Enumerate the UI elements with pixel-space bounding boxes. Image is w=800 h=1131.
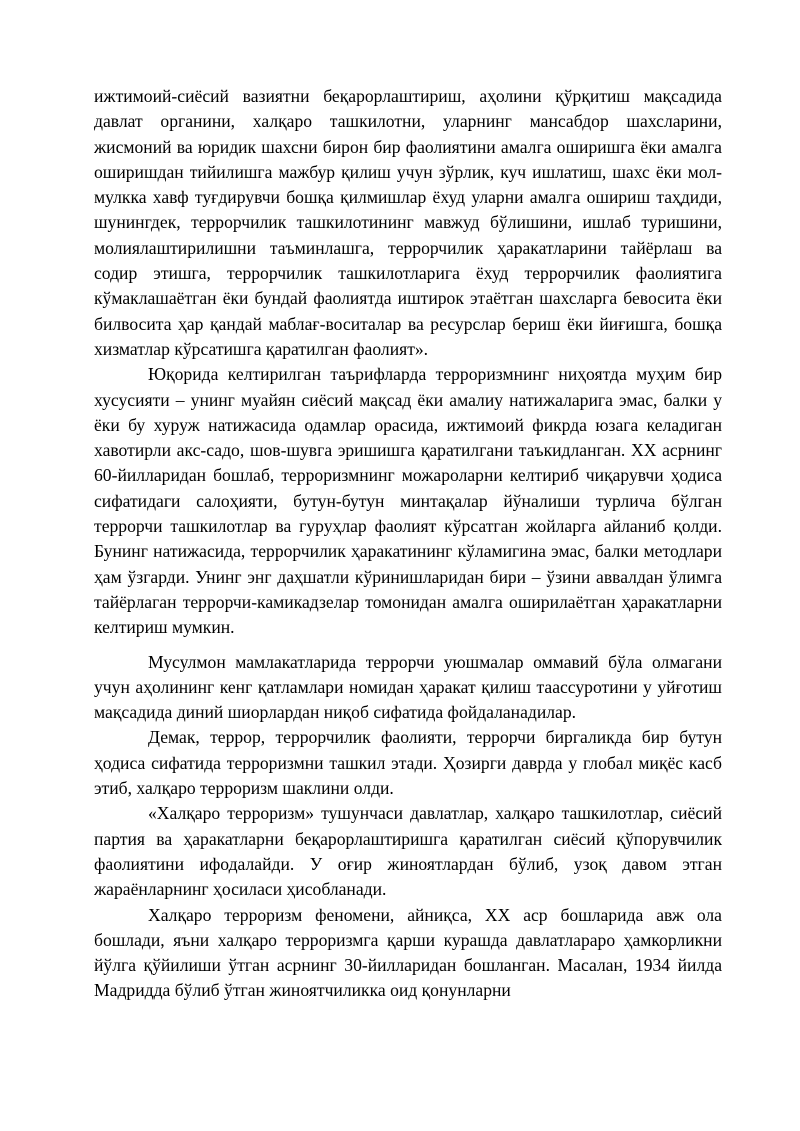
paragraph-1: ижтимоий-сиёсий вазиятни беқарорлаштириш, аҳолини қўрқитиш мақсадида давлат органини, халқаро ташкилотни, уларнинг мансабдор шахсларини, жисмоний ва юридик шахсни бирон бир фаолиятини амалга оширишга ёки амалга оширишдан тийилишга мажбур қилиш учун зўрлик, куч ишлатиш, шахс ёки мол-мулкка хавф туғдирувчи бошқа қилмишлар ёхуд уларни амалга ошириш таҳдиди, шунингдек, террорчилик ташкилотининг мавжуд бўлишини, ишлаб туришини, молиялаштирилишни таъминлашга, террорчилик ҳаракатларини тайёрлаш ва содир этишга, террорчилик ташкилотларига ёхуд террорчилик фаолиятига кўмаклашаётган ёки бундай фаолиятда иштирок этаётган шахсларга бевосита ёки билвосита ҳар қандай маблағ-воситалар ва ресурслар бериш ёки йиғишга, бошқа хизматлар кўрсатишга қаратилган фаолият». — [94, 86, 722, 359]
paragraph-3: Мусулмон мамлакатларида террорчи уюшмалар оммавий бўла олмагани учун аҳолининг кенг қатламлари номидан ҳаракат қилиш таассуротини у уйғотиш мақсадида диний шиорлардан ниқоб сифатида фойдаланадилар. — [94, 651, 722, 723]
paragraph-5: «Халқаро терроризм» тушунчаси давлатлар, халқаро ташкилотлар, сиёсий партия ва ҳаракатларни беқарорлаштиришга қаратилган сиёсий қўпорувчилик фаолиятини ифодалайди. У оғир жиноятлардан бўлиб, узоқ давом этган жараёнларнинг ҳосиласи ҳисобланади. — [94, 803, 722, 900]
body-text — [94, 84, 722, 1004]
paragraph-6: Халқаро терроризм феномени, айниқса, XX аср бошларида авж ола бошлади, яъни халқаро терроризмга қарши курашда давлатлараро ҳамкорликни йўлга қўйилиши ўтган асрнинг 30-йилларидан бошланган. Масалан, 1934 йилда Мадридда бўлиб ўтган жиноятчиликка оид қонунларни — [94, 904, 722, 1001]
paragraph-4: Демак, террор, террорчилик фаолияти, террорчи биргаликда бир бутун ҳодиса сифатида терроризмни ташкил этади. Ҳозирги даврда у глобал миқёс касб этиб, халқаро терроризм шаклини олди. — [94, 727, 722, 799]
paragraph-2: Юқорида келтирилган таърифларда терроризмнинг ниҳоятда муҳим бир хусусияти – унинг муайян сиёсий мақсад ёки амалиу натижаларига эмас, балки у ёки бу хуруж натижасида одамлар орасида, ижтимоий фикрда юзага келадиган хавотирли акс-садо, шов-шувга эришишга қаратилгани таъкидланган. XX асрнинг 60-йилларидан бошлаб, терроризмнинг можароларни келтириб чиқарувчи ҳодиса сифатидаги салоҳияти, бутун-бутун минтақалар йўналиши турлича бўлган террорчи ташкилотлар ва гуруҳлар фаолият кўрсатган жойларга айланиб қолди. Бунинг натижасида, террорчилик ҳаракатининг кўламигина эмас, балки методлари ҳам ўзгарди. Унинг энг даҳшатли кўринишларидан бири – ўзини аввалдан ўлимга тайёрлаган террорчи-камикадзелар томонидан амалга оширилаётган ҳаракатларни келтириш мумкин. — [94, 364, 722, 638]
